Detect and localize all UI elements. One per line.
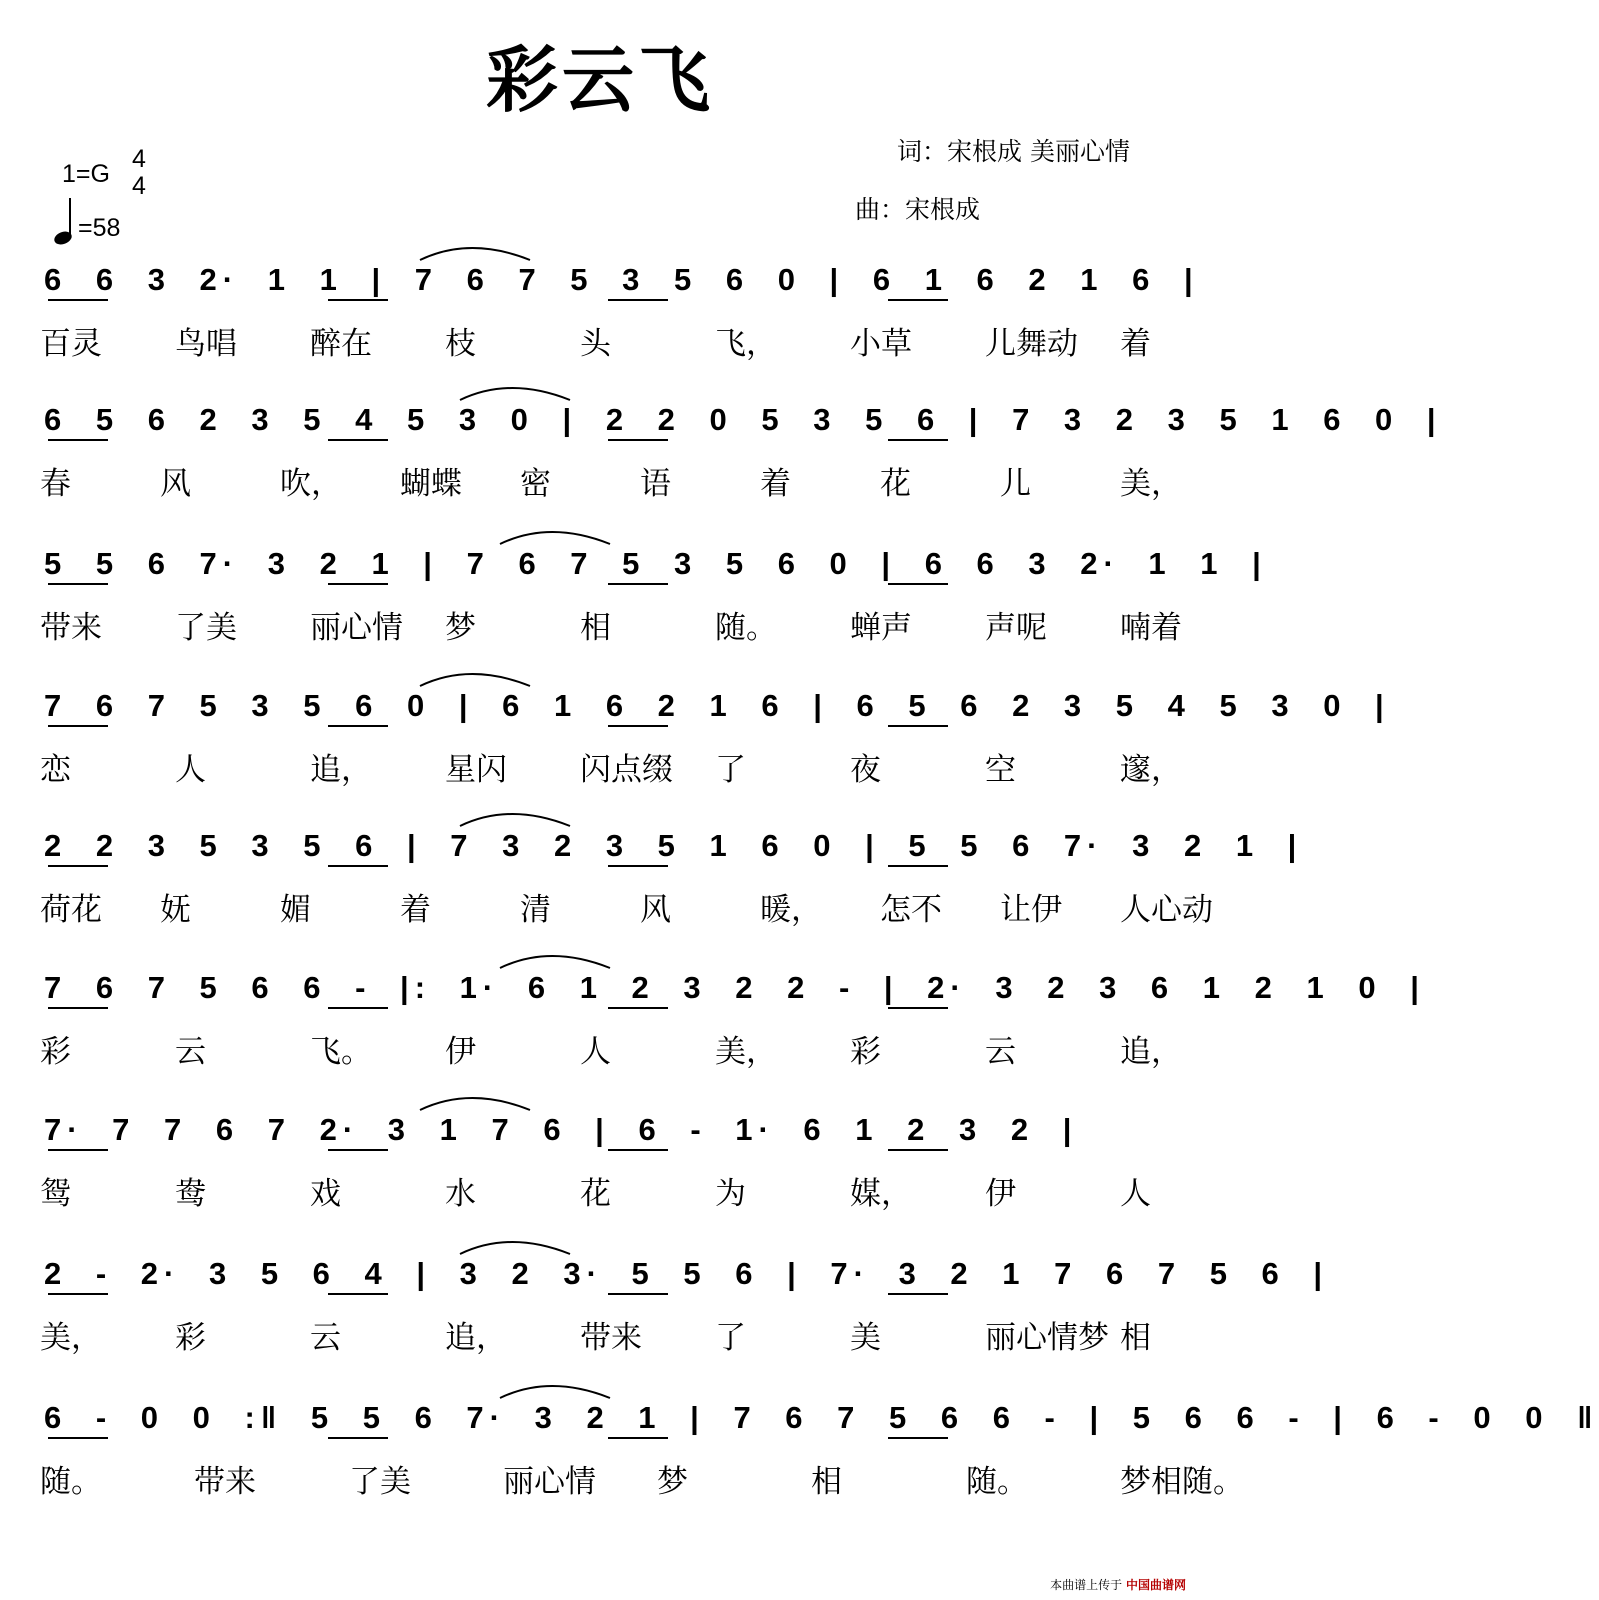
lyric-word: 恋 xyxy=(40,752,71,788)
lyrics-line xyxy=(40,884,1213,928)
notation-marks xyxy=(0,526,1267,586)
lyric-word: 相 xyxy=(1120,1320,1151,1356)
lyric-word: 随。 xyxy=(40,1464,102,1500)
lyric-word: 美， xyxy=(1120,466,1182,502)
lyric-word: 头 xyxy=(580,326,611,362)
lyric-word: 蝴蝶 xyxy=(400,466,462,502)
lyric-word: 带来 xyxy=(40,610,102,646)
lyric-word: 暖， xyxy=(760,892,822,928)
lyrics-line xyxy=(40,318,1160,362)
slur-arc xyxy=(460,814,570,826)
lyric-word: 美 xyxy=(850,1320,881,1356)
notation-line: 2 2 3 5 3 5 6 | 7 3 2 3 5 1 6 0 | 5 5 6 7· 3 2 1 | xyxy=(44,828,1303,863)
lyric-word: 风 xyxy=(640,892,671,928)
footer-prefix: 本曲谱上传于 xyxy=(1050,1578,1123,1592)
lyric-word: 醉在 xyxy=(310,326,372,362)
lyric-word: 蝉声 xyxy=(850,610,912,646)
lyric-word: 人 xyxy=(175,752,206,788)
lyrics-line xyxy=(40,1456,1244,1500)
lyric-word: 追， xyxy=(310,752,372,788)
lyric-word: 人 xyxy=(580,1034,611,1070)
slur-arc xyxy=(500,1386,610,1398)
lyric-word: 飞。 xyxy=(310,1034,372,1070)
notation-line: 6 - 0 0 :‖ 5 5 6 7· 3 2 1 | 7 6 7 5 6 6 - | 5 6 6 - | 6 - 0 0 ‖ xyxy=(44,1400,1599,1435)
lyric-word: 伊 xyxy=(985,1176,1016,1212)
lyric-word: 随。 xyxy=(715,610,777,646)
lyric-word: 鸳 xyxy=(40,1176,71,1212)
lyric-word: 清 xyxy=(520,892,551,928)
lyric-word: 百灵 xyxy=(40,326,102,362)
lyric-word: 春 xyxy=(40,466,71,502)
lyric-word: 邃， xyxy=(1120,752,1182,788)
lyric-word: 带来 xyxy=(580,1320,642,1356)
lyrics-line xyxy=(40,744,1182,788)
lyric-word: 空 xyxy=(985,752,1016,788)
notation-marks xyxy=(0,950,1425,1010)
slur-arc xyxy=(500,532,610,544)
lyric-word: 云 xyxy=(175,1034,206,1070)
lyric-word: 带来 xyxy=(194,1464,256,1500)
lyric-word: 儿 xyxy=(1000,466,1031,502)
lyric-word: 水 xyxy=(445,1176,476,1212)
lyric-word: 人心动 xyxy=(1120,892,1213,928)
composer-credit: 曲：宋根成 xyxy=(855,195,981,224)
lyric-word: 伊 xyxy=(445,1034,476,1070)
lyric-word: 着 xyxy=(760,466,791,502)
lyric-word: 追， xyxy=(1120,1034,1182,1070)
lyric-word: 云 xyxy=(310,1320,341,1356)
lyric-word: 彩 xyxy=(175,1320,206,1356)
lyrics-line xyxy=(40,602,1182,646)
lyric-word: 云 xyxy=(985,1034,1016,1070)
song-title: 彩云飞 xyxy=(485,37,714,122)
lyric-word: 声呢 xyxy=(985,610,1047,646)
lyricist-credit: 词：宋根成 美丽心情 xyxy=(897,137,1130,166)
lyrics-line xyxy=(40,1312,1160,1356)
lyric-word: 闪点缀 xyxy=(580,752,673,788)
lyric-word: 相 xyxy=(580,610,611,646)
lyric-word: 梦相随。 xyxy=(1120,1464,1244,1500)
notation-marks xyxy=(0,808,1303,868)
lyric-word: 丽心情 xyxy=(503,1464,596,1500)
lyric-word: 鸯 xyxy=(175,1176,206,1212)
notation-line: 7 6 7 5 6 6 - |: 1· 6 1 2 3 2 2 - | 2· 3 2 3 6 1 2 1 0 | xyxy=(44,970,1425,1005)
lyric-word: 戏 xyxy=(310,1176,341,1212)
lyric-word: 让伊 xyxy=(1000,892,1062,928)
lyric-word: 梦 xyxy=(445,610,476,646)
notation-marks xyxy=(0,668,1390,728)
notation-marks xyxy=(0,382,1442,442)
key-signature: 1=G xyxy=(62,160,110,188)
lyrics-line xyxy=(40,1026,1182,1070)
lyric-word: 了 xyxy=(715,1320,746,1356)
lyrics-line xyxy=(40,1168,1160,1212)
lyric-word: 怎不 xyxy=(880,892,942,928)
lyric-word: 风 xyxy=(160,466,191,502)
lyric-word: 梦 xyxy=(657,1464,688,1500)
lyric-word: 小草 xyxy=(850,326,912,362)
slur-arc xyxy=(420,248,530,260)
lyric-word: 密 xyxy=(520,466,551,502)
notation-marks xyxy=(0,1092,1200,1152)
lyric-word: 相 xyxy=(811,1464,842,1500)
lyric-word: 夜 xyxy=(850,752,881,788)
lyric-word: 喃着 xyxy=(1120,610,1182,646)
lyric-word: 儿舞动 xyxy=(985,326,1078,362)
lyric-word: 美， xyxy=(715,1034,777,1070)
notation-line: 6 5 6 2 3 5 4 5 3 0 | 2 2 0 5 3 5 6 | 7 3 2 3 5 1 6 0 | xyxy=(44,402,1442,437)
time-signature xyxy=(128,146,150,200)
slur-arc xyxy=(500,956,610,968)
lyric-word: 媚 xyxy=(280,892,311,928)
lyric-word: 了 xyxy=(715,752,746,788)
lyric-word: 丽心情 xyxy=(310,610,403,646)
lyric-word: 随。 xyxy=(966,1464,1028,1500)
lyric-word: 花 xyxy=(880,466,911,502)
notation-marks xyxy=(0,1236,1329,1296)
slur-arc xyxy=(460,388,570,400)
lyric-word: 追， xyxy=(445,1320,507,1356)
lyric-word: 了美 xyxy=(175,610,237,646)
slur-arc xyxy=(420,1098,530,1110)
slur-arc xyxy=(460,1242,570,1254)
lyric-word: 星闪 xyxy=(445,752,507,788)
lyric-word: 彩 xyxy=(40,1034,71,1070)
lyric-word: 吹， xyxy=(280,466,342,502)
notation-marks xyxy=(0,242,1200,302)
lyric-word: 彩 xyxy=(850,1034,881,1070)
notation-marks xyxy=(0,1380,1599,1440)
lyric-word: 丽心情梦 xyxy=(985,1320,1109,1356)
lyric-word: 语 xyxy=(640,466,671,502)
lyrics-line xyxy=(40,458,1182,502)
lyric-word: 飞， xyxy=(715,326,777,362)
lyric-word: 人 xyxy=(1120,1176,1151,1212)
notation-line: 5 5 6 7· 3 2 1 | 7 6 7 5 3 5 6 0 | 6 6 3 2· 1 1 | xyxy=(44,546,1267,581)
notation-line: 7 6 7 5 3 5 6 0 | 6 1 6 2 1 6 | 6 5 6 2 3 5 4 5 3 0 | xyxy=(44,688,1390,723)
time-signature-bottom: 4 xyxy=(132,172,146,200)
footer xyxy=(1050,1576,1186,1593)
slur-arc xyxy=(420,674,530,686)
lyric-word: 着 xyxy=(1120,326,1151,362)
lyric-word: 为 xyxy=(715,1176,746,1212)
tempo-marking: =58 xyxy=(78,214,121,242)
quarter-note-icon xyxy=(48,196,82,248)
lyric-word: 妩 xyxy=(160,892,191,928)
lyric-word: 荷花 xyxy=(40,892,102,928)
notation-line: 2 - 2· 3 5 6 4 | 3 2 3· 5 5 6 | 7· 3 2 1 7 6 7 5 6 | xyxy=(44,1256,1329,1291)
lyric-word: 枝 xyxy=(445,326,476,362)
time-signature-top: 4 xyxy=(132,145,146,173)
lyric-word: 花 xyxy=(580,1176,611,1212)
lyric-word: 美， xyxy=(40,1320,102,1356)
lyric-word: 着 xyxy=(400,892,431,928)
notation-line: 7· 7 7 6 7 2· 3 1 7 6 | 6 - 1· 6 1 2 3 2 | xyxy=(44,1112,1078,1147)
lyric-word: 鸟唱 xyxy=(175,326,237,362)
lyric-word: 媒， xyxy=(850,1176,912,1212)
notation-line: 6 6 3 2· 1 1 | 7 6 7 5 3 5 6 0 | 6 1 6 2 1 6 | xyxy=(44,262,1199,297)
site-logo: 中国曲谱网 xyxy=(1125,1578,1186,1592)
lyric-word: 了美 xyxy=(349,1464,411,1500)
